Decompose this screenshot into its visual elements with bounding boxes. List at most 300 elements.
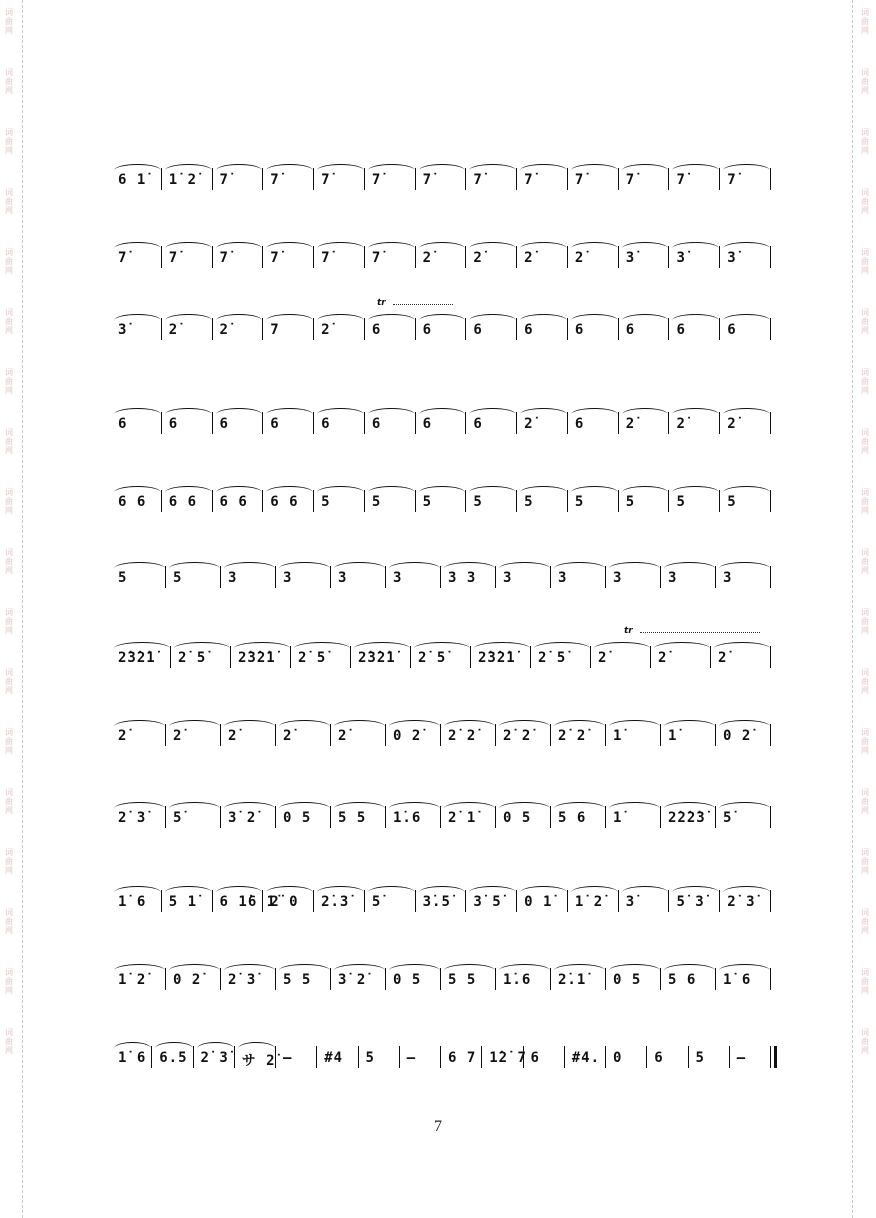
barline — [161, 412, 162, 434]
barline — [470, 646, 471, 668]
score-line — [112, 628, 777, 688]
barline — [523, 1046, 524, 1068]
barline — [415, 318, 416, 340]
slur-arc — [414, 642, 470, 655]
slur-arc — [169, 802, 220, 815]
barline — [212, 890, 213, 912]
measure-notes: 6 — [574, 322, 585, 338]
measure-notes: 3̇.5̇ — [422, 894, 451, 910]
measure-notes: 3̇ 2̇ — [228, 810, 257, 826]
barline — [410, 646, 411, 668]
barline — [275, 806, 276, 828]
slur-arc — [368, 486, 415, 499]
barline — [385, 968, 386, 990]
measure-notes: 2̇ — [625, 416, 636, 432]
barline — [770, 968, 771, 990]
slur-arc — [444, 562, 495, 575]
barline — [313, 412, 314, 434]
measure-notes: 5̇ — [371, 894, 382, 910]
measure-notes: 6 — [422, 322, 433, 338]
barline — [618, 490, 619, 512]
slur-arc — [114, 886, 161, 899]
barline — [364, 890, 365, 912]
slur-arc — [354, 642, 410, 655]
barline — [415, 246, 416, 268]
trill-mark: tr — [377, 298, 386, 308]
barline — [415, 412, 416, 434]
measure-notes: 5 — [625, 494, 636, 510]
barline — [495, 968, 496, 990]
slur-arc — [723, 242, 770, 255]
watermark-text: 词 曲 网 — [861, 668, 869, 695]
barline — [161, 318, 162, 340]
barline — [415, 490, 416, 512]
slur-arc — [114, 1042, 151, 1055]
slur-arc — [334, 562, 385, 575]
slur-arc — [554, 562, 605, 575]
measure-notes: 2̇ — [118, 728, 128, 744]
measure-notes: 2̇ — [168, 322, 179, 338]
right-margin-watermark — [858, 0, 872, 1218]
measure-notes: 6 — [625, 322, 636, 338]
watermark-text: 词 曲 网 — [861, 8, 869, 35]
slur-arc — [520, 886, 567, 899]
barline — [165, 566, 166, 588]
slur-arc — [469, 886, 516, 899]
measure-notes: 2̇ 5̇ — [298, 650, 327, 666]
watermark-text: 词 曲 网 — [5, 788, 13, 815]
slur-arc — [234, 642, 290, 655]
barline — [495, 806, 496, 828]
barline — [212, 490, 213, 512]
barline — [440, 1046, 441, 1068]
measure-notes: 7̇ — [473, 172, 483, 188]
trill-wave-line — [640, 632, 760, 636]
slur-arc — [174, 642, 230, 655]
barline — [605, 806, 606, 828]
slur-arc — [571, 242, 618, 255]
watermark-text: 词 曲 网 — [861, 848, 869, 875]
slur-arc — [165, 486, 212, 499]
slur-arc — [571, 486, 618, 499]
measure-notes: 2̇ — [228, 728, 238, 744]
slur-arc — [499, 720, 550, 733]
barline — [170, 646, 171, 668]
slur-arc — [444, 720, 495, 733]
measure-notes: 5 6 — [668, 972, 697, 988]
measure-notes: 3̇ 2̇ — [338, 972, 367, 988]
barline — [495, 566, 496, 588]
measure-notes: 5 5 — [283, 972, 312, 988]
barline — [660, 566, 661, 588]
barline — [668, 246, 669, 268]
slur-arc — [224, 964, 275, 977]
slur-arc — [714, 642, 770, 655]
slur-arc — [169, 562, 220, 575]
measure-notes: 5 — [321, 494, 331, 510]
measure-notes: – — [736, 1050, 747, 1066]
barline — [165, 806, 166, 828]
barline — [715, 806, 716, 828]
measure-notes: 2̇ 1̇ — [448, 810, 477, 826]
slur-arc — [368, 314, 415, 327]
measure-notes: 3 — [668, 570, 678, 586]
measure-notes: 2̇ — [574, 250, 585, 266]
slur-arc — [114, 720, 165, 733]
barline — [719, 412, 720, 434]
measure-notes: 6 1̇6 1̇ — [219, 894, 277, 910]
measure-notes: 5̇ — [173, 810, 183, 826]
slur-arc — [664, 802, 715, 815]
measure-notes: 2̇ 3̇ — [727, 894, 756, 910]
trill-mark: tr — [624, 626, 633, 636]
barline — [646, 1046, 647, 1068]
slur-arc — [499, 562, 550, 575]
measure-notes: 3 3 — [448, 570, 477, 586]
slur-arc — [216, 242, 263, 255]
measure-notes: 7̇ — [371, 172, 382, 188]
barline — [262, 890, 263, 912]
measure-notes: 1̇ — [613, 810, 623, 826]
score-line — [112, 150, 777, 210]
slur-arc — [571, 164, 618, 177]
score-line-notes — [112, 806, 777, 846]
barline — [516, 168, 517, 190]
measure-notes: 2̇ 5̇ — [418, 650, 447, 666]
slur-arc — [622, 164, 669, 177]
slur-arc — [534, 642, 590, 655]
barline — [660, 806, 661, 828]
barline — [193, 1046, 194, 1068]
slur-arc — [165, 314, 212, 327]
barline — [567, 318, 568, 340]
slur-arc — [266, 314, 313, 327]
slur-arc — [622, 486, 669, 499]
slur-arc — [368, 164, 415, 177]
measure-notes: 2̇ 5̇ — [538, 650, 567, 666]
measure-notes: 3 — [558, 570, 568, 586]
barline — [465, 412, 466, 434]
measure-notes: 2̇ — [422, 250, 433, 266]
slur-arc — [672, 886, 719, 899]
measure-notes: 7 — [270, 322, 280, 338]
slur-arc — [664, 964, 715, 977]
watermark-text: 词 曲 网 — [861, 968, 869, 995]
slur-arc — [571, 314, 618, 327]
score-line-notes — [112, 412, 777, 452]
barline — [719, 490, 720, 512]
barline — [161, 890, 162, 912]
slur-arc — [279, 802, 330, 815]
measure-notes: 7̇ — [625, 172, 636, 188]
measure-notes: 6 — [574, 416, 585, 432]
measure-notes: 2̇ — [676, 416, 686, 432]
measure-notes: 2̇.1̇ — [558, 972, 587, 988]
watermark-text: 词 曲 网 — [5, 8, 13, 35]
barline — [618, 890, 619, 912]
measure-notes: 5 — [422, 494, 433, 510]
measure-notes: 1̇ — [613, 728, 623, 744]
measure-notes: 5̇ — [723, 810, 733, 826]
slur-arc — [469, 242, 516, 255]
measure-notes: 5 1̇ — [168, 894, 198, 910]
measure-notes: 7̇ — [168, 250, 179, 266]
score-line — [112, 950, 777, 1010]
barline — [530, 646, 531, 668]
barline — [770, 318, 771, 340]
barline — [440, 806, 441, 828]
barline — [618, 168, 619, 190]
barline — [516, 318, 517, 340]
barline — [668, 890, 669, 912]
barline — [516, 246, 517, 268]
barline — [495, 724, 496, 746]
watermark-text: 词 曲 网 — [5, 428, 13, 455]
score-line — [112, 394, 777, 454]
barline — [313, 890, 314, 912]
slur-arc — [469, 164, 516, 177]
slur-arc — [444, 802, 495, 815]
watermark-text: 词 曲 网 — [5, 728, 13, 755]
slur-arc — [672, 242, 719, 255]
slur-arc — [216, 486, 263, 499]
barline — [385, 724, 386, 746]
measure-notes: 6 — [727, 322, 737, 338]
measure-notes: 7̇ — [371, 250, 382, 266]
barline — [275, 724, 276, 746]
barline — [440, 566, 441, 588]
slur-arc — [224, 562, 275, 575]
watermark-text: 词 曲 网 — [5, 368, 13, 395]
barline — [719, 318, 720, 340]
barline — [660, 968, 661, 990]
measure-notes: 2̇ — [219, 322, 229, 338]
measure-notes: 0 5 — [613, 972, 642, 988]
slur-arc — [389, 802, 440, 815]
measure-notes: 1̇2̇ 7 — [489, 1050, 527, 1066]
watermark-text: 词 曲 网 — [861, 248, 869, 275]
barline — [212, 168, 213, 190]
measure-notes: 2̇ 3̇ — [118, 810, 147, 826]
measure-notes: 5 — [118, 570, 128, 586]
measure-notes: 5 — [727, 494, 737, 510]
slur-arc — [279, 964, 330, 977]
barline — [729, 1046, 730, 1068]
barline — [262, 318, 263, 340]
slur-arc — [719, 802, 770, 815]
barline — [440, 724, 441, 746]
barline — [770, 490, 771, 512]
barline — [567, 246, 568, 268]
slur-arc — [672, 314, 719, 327]
slur-arc — [165, 242, 212, 255]
barline — [618, 246, 619, 268]
slur-arc — [419, 164, 466, 177]
slur-arc — [238, 1042, 275, 1055]
measure-notes: 3 — [613, 570, 623, 586]
measure-notes: 6 — [473, 416, 483, 432]
score-line-notes — [112, 490, 777, 530]
barline — [668, 490, 669, 512]
measure-notes: 5̇ 3̇ — [676, 894, 705, 910]
score-line-notes — [112, 890, 777, 930]
measure-notes: 2̇3̇2̇1̇ — [238, 650, 276, 666]
measure-notes: 2̇ 5̇ — [178, 650, 207, 666]
score-line-notes — [112, 246, 777, 286]
slur-arc — [266, 242, 313, 255]
measure-notes: 6 — [168, 416, 179, 432]
barline — [151, 1046, 152, 1068]
barline — [605, 724, 606, 746]
barline — [465, 246, 466, 268]
measure-notes: 2̇ — [338, 728, 348, 744]
measure-notes: 6 — [321, 416, 331, 432]
slur-arc — [368, 242, 415, 255]
watermark-text: 词 曲 网 — [5, 128, 13, 155]
barline — [385, 566, 386, 588]
score-line — [112, 300, 777, 360]
slur-arc — [719, 964, 770, 977]
barline — [220, 806, 221, 828]
barline — [770, 646, 771, 668]
right-margin-rule — [852, 0, 853, 1218]
score-line-notes — [112, 318, 777, 358]
slur-arc — [317, 242, 364, 255]
measure-notes: 1̇ 2̇ — [574, 894, 604, 910]
barline — [516, 490, 517, 512]
measure-notes: 0 — [613, 1050, 623, 1066]
watermark-text: 词 曲 网 — [861, 308, 869, 335]
slur-arc — [672, 408, 719, 421]
score-line-notes — [112, 566, 777, 606]
slur-arc — [419, 314, 466, 327]
barline — [330, 968, 331, 990]
measure-notes: 3̇ — [118, 322, 128, 338]
measure-notes: #4 — [324, 1050, 344, 1066]
measure-notes: 1̇ 2̇ — [118, 972, 147, 988]
watermark-text: 词 曲 网 — [861, 728, 869, 755]
slur-arc — [520, 164, 567, 177]
watermark-text: 词 曲 网 — [861, 68, 869, 95]
measure-notes: 2̇ 2̇ — [448, 728, 477, 744]
measure-notes: 5 — [524, 494, 534, 510]
slur-arc — [266, 408, 313, 421]
barline — [715, 724, 716, 746]
measure-notes: 7̇ — [270, 172, 280, 188]
measure-notes: 2̇3̇2̇1̇ — [478, 650, 516, 666]
slur-arc — [520, 486, 567, 499]
watermark-text: 词 曲 网 — [861, 128, 869, 155]
barline — [220, 566, 221, 588]
barline — [660, 724, 661, 746]
score-line-notes — [112, 968, 777, 1008]
slur-arc — [279, 720, 330, 733]
score-line-notes — [112, 646, 777, 686]
measure-notes: 6 — [371, 322, 382, 338]
slur-arc — [368, 408, 415, 421]
measure-notes: 2̇ — [283, 728, 293, 744]
measure-notes: 3 — [393, 570, 403, 586]
measure-notes: 5 — [676, 494, 686, 510]
measure-notes: 6 — [676, 322, 686, 338]
slur-arc — [622, 408, 669, 421]
barline — [567, 168, 568, 190]
measure-notes: 7̇ — [422, 172, 433, 188]
measure-notes: 6 — [473, 322, 483, 338]
measure-notes: #4. — [571, 1050, 601, 1066]
slur-arc — [317, 164, 364, 177]
slur-arc — [419, 486, 466, 499]
slur-arc — [216, 886, 263, 899]
watermark-text: 词 曲 网 — [5, 608, 13, 635]
barline — [330, 566, 331, 588]
measure-notes: 6 7 — [448, 1050, 477, 1066]
slur-arc — [216, 314, 263, 327]
barline — [715, 566, 716, 588]
measure-notes: 2̇ — [524, 250, 534, 266]
measure-notes: 6 — [219, 416, 229, 432]
measure-notes: 6 — [422, 416, 433, 432]
slur-arc — [622, 242, 669, 255]
measure-notes: 6.5 — [159, 1050, 188, 1066]
slur-arc — [216, 408, 263, 421]
measure-notes: 2̇ 3̇ — [200, 1050, 229, 1066]
barline — [440, 968, 441, 990]
barline — [618, 412, 619, 434]
slur-arc — [719, 562, 770, 575]
slur-arc — [499, 802, 550, 815]
slur-arc — [114, 964, 165, 977]
barline — [212, 318, 213, 340]
barline — [161, 246, 162, 268]
slur-arc — [622, 886, 669, 899]
barline — [275, 566, 276, 588]
barline — [605, 566, 606, 588]
watermark-text: 词 曲 网 — [5, 308, 13, 335]
slur-arc — [723, 486, 770, 499]
barline — [770, 724, 771, 746]
watermark-text: 词 曲 网 — [861, 548, 869, 575]
slur-arc — [469, 486, 516, 499]
measure-notes: 7̇ — [321, 250, 331, 266]
slur-arc — [419, 408, 466, 421]
measure-notes: 6 6 — [168, 494, 198, 510]
slur-arc — [609, 720, 660, 733]
measure-notes: 6 6 — [219, 494, 248, 510]
measure-notes: 3 — [338, 570, 348, 586]
slur-arc — [368, 886, 415, 899]
slur-arc — [334, 964, 385, 977]
measure-notes: 2̇ — [173, 728, 183, 744]
barline — [161, 490, 162, 512]
watermark-text: 词 曲 网 — [861, 188, 869, 215]
slur-arc — [723, 886, 770, 899]
slur-arc — [469, 408, 516, 421]
slur-arc — [571, 886, 618, 899]
score-line-notes — [112, 1046, 777, 1086]
measure-notes: 0 5 — [503, 810, 532, 826]
barline — [399, 1046, 400, 1068]
slur-arc — [169, 964, 220, 977]
measure-notes: 6 — [524, 322, 534, 338]
watermark-text: 词 曲 网 — [5, 908, 13, 935]
measure-notes: 6 — [371, 416, 382, 432]
measure-notes: 5 5 — [338, 810, 367, 826]
left-margin-watermark — [2, 0, 16, 1218]
barline — [770, 246, 771, 268]
barline — [313, 168, 314, 190]
measure-notes: 1̇ 6 — [118, 894, 147, 910]
